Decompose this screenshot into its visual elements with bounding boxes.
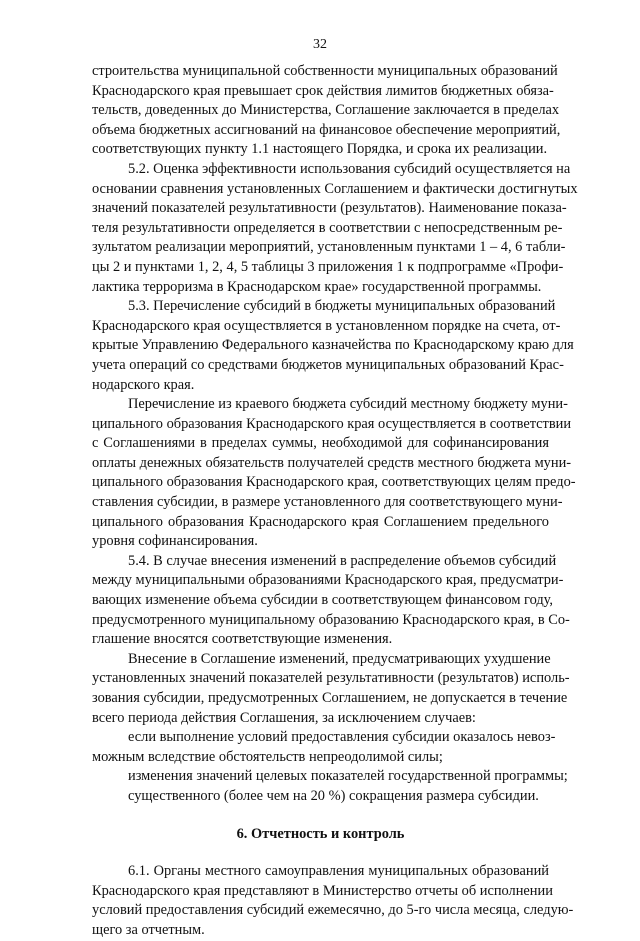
text-line: строительства муниципальной собственности муниципальных образований xyxy=(92,63,558,79)
text-line: крытые Управлению Федерального казначейства по Краснодарскому краю для xyxy=(92,337,574,354)
text-line: оплаты денежных обязательств получателей средств местного бюджета муни- xyxy=(92,454,572,471)
text-line: условий предоставления субсидий ежемесячно, до 5-го числа месяца, следую- xyxy=(92,902,574,919)
text-line: ципального образования Краснодарского края, соответствующих целям предо- xyxy=(92,474,576,491)
text-line: зования субсидии, предусмотренных Соглашением, не допускается в течение xyxy=(92,690,568,706)
text-line: 5.4. В случае внесения изменений в распределение объемов субсидий xyxy=(128,552,557,569)
text-line: значений показателей результативности (результатов). Наименование показа- xyxy=(92,200,567,217)
text-line: цы 2 и пунктами 1, 2, 4, 5 таблицы 3 приложения 1 к подпрограмме «Профи- xyxy=(92,258,564,275)
text-line: 5.3. Перечисление субсидий в бюджеты муниципальных образований xyxy=(128,298,556,315)
text-line: Внесение в Соглашение изменений, предусматривающих ухудшение xyxy=(128,650,551,667)
text-line: 6.1. Органы местного самоуправления муниципальных образований xyxy=(128,863,549,880)
text-line: Перечисление из краевого бюджета субсидий местному бюджету муни- xyxy=(128,396,568,413)
text-line: теля результативности определяется в соответствии с непосредственным ре- xyxy=(92,219,563,236)
text-line: установленных значений показателей результативности (результатов) исполь- xyxy=(92,670,570,687)
text-line: соответствующих пункту 1.1 настоящего Порядка, и срока их реализации. xyxy=(92,141,548,158)
text-line: ципального образования Краснодарского края Соглашением предельного xyxy=(92,513,549,530)
text-line: Краснодарского края представляют в Министерство отчеты об исполнении xyxy=(92,882,553,899)
paragraphs-section-6 xyxy=(92,862,574,940)
document-body xyxy=(92,62,578,941)
text-line: с Соглашениями в пределах суммы, необходимой для софинансирования xyxy=(92,435,549,452)
text-line: Краснодарского края осуществляется в установленном порядке на счета, от- xyxy=(92,317,561,334)
text-line: уровня софинансирования. xyxy=(92,533,258,550)
text-line: щего за отчетным. xyxy=(92,921,205,938)
page-number: 32 xyxy=(313,37,327,52)
text-line: 5.2. Оценка эффективности использования субсидий осуществляется на xyxy=(128,160,571,177)
text-line: глашение вносятся соответствующие изменения. xyxy=(92,631,393,648)
text-line: нодарского края. xyxy=(92,376,195,393)
text-line: можным вследствие обстоятельств непреодолимой силы; xyxy=(92,748,443,765)
text-line: Краснодарского края превышает срок действия лимитов бюджетных обяза- xyxy=(92,82,554,99)
text-line: тельств, доведенных до Министерства, Соглашение заключается в пределах xyxy=(92,102,560,119)
text-line: изменения значений целевых показателей государственной программы; xyxy=(128,768,568,785)
text-line: если выполнение условий предоставления субсидии оказалось невоз- xyxy=(128,729,556,746)
text-line: ставления субсидии, в размере установленного для соответствующего муни- xyxy=(92,494,563,511)
text-line: предусмотренного муниципальному образованию Краснодарского края, в Со- xyxy=(92,611,570,628)
text-line: лактика терроризма в Краснодарском крае» государственной программы. xyxy=(92,278,542,295)
text-line: существенного (более чем на 20 %) сокращения размера субсидии. xyxy=(128,787,539,804)
text-line: зультатом реализации мероприятий, установленным пунктами 1 – 4, 6 табли- xyxy=(92,239,566,256)
text-line: между муниципальными образованиями Краснодарского края, предусматри- xyxy=(92,572,564,589)
text-line: всего периода действия Соглашения, за исключением случаев: xyxy=(92,709,476,726)
text-line: вающих изменение объема субсидии в соответствующем финансовом году, xyxy=(92,592,554,609)
text-line: основании сравнения установленных Соглашением и фактически достигнутых xyxy=(92,180,578,197)
text-line: учета операций со средствами бюджетов муниципальных образований Крас- xyxy=(92,356,564,373)
text-line: объема бюджетных ассигнований на финансовое обеспечение мероприятий, xyxy=(92,121,561,138)
paragraphs-section-5 xyxy=(92,62,578,807)
section-heading: 6. Отчетность и контроль xyxy=(236,825,405,842)
text-line: ципального образования Краснодарского края осуществляется в соответствии xyxy=(92,415,572,432)
